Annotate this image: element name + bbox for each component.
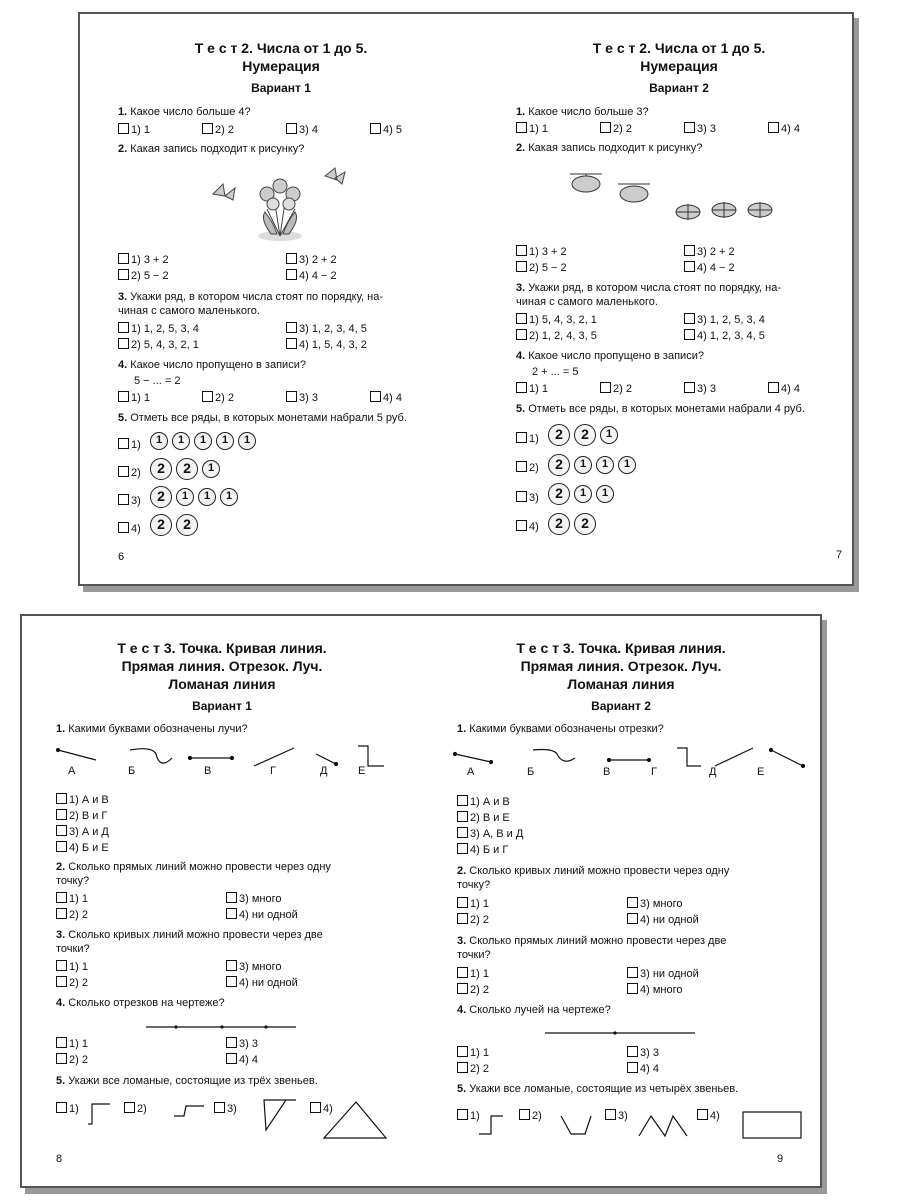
coin-2-rub: 2 bbox=[176, 458, 198, 480]
option-checkbox[interactable]: 2) 2 bbox=[56, 976, 88, 990]
page-number: 6 bbox=[118, 551, 125, 563]
option-checkbox[interactable]: 2) 2 bbox=[56, 908, 88, 922]
page-7 bbox=[466, 14, 852, 584]
option-checkbox[interactable]: 1) А и В bbox=[457, 795, 510, 809]
coin-1-rub: 1 bbox=[618, 456, 636, 474]
option-checkbox[interactable]: 1) 1 bbox=[56, 892, 88, 906]
option-checkbox[interactable]: 4) много bbox=[627, 983, 682, 997]
option-checkbox[interactable]: 4) 4 bbox=[768, 122, 800, 136]
option-checkbox[interactable]: 1) 1 bbox=[118, 123, 150, 137]
coin-2-rub: 2 bbox=[574, 513, 596, 535]
option-checkbox[interactable]: 1) 1 bbox=[56, 960, 88, 974]
option-checkbox[interactable]: 4) 4 − 2 bbox=[286, 269, 337, 283]
option-checkbox[interactable]: 1) 1, 2, 5, 3, 4 bbox=[118, 322, 199, 336]
page-title-line-2: Прямая линия. Отрезок. Луч. bbox=[520, 658, 722, 674]
question-4: 4. Сколько отрезков на чертеже? bbox=[56, 997, 225, 1009]
helicopters-airplanes-illustration bbox=[566, 162, 786, 232]
option-checkbox[interactable]: 1) bbox=[457, 1109, 480, 1123]
option-checkbox[interactable]: 4) 1, 5, 4, 3, 2 bbox=[286, 338, 367, 352]
option-checkbox[interactable]: 1) 3 + 2 bbox=[516, 245, 567, 259]
question-3: 3. Сколько кривых линий можно провести через две bbox=[56, 929, 323, 941]
letter-label: Б bbox=[128, 765, 136, 777]
option-checkbox[interactable]: 1) 1 bbox=[457, 897, 489, 911]
option-checkbox[interactable]: 1) 1 bbox=[56, 1037, 88, 1051]
coin-1-rub: 1 bbox=[574, 485, 592, 503]
letter-label: Г bbox=[270, 765, 276, 777]
page-title-line-2: Прямая линия. Отрезок. Луч. bbox=[121, 658, 323, 674]
coin-1-rub: 1 bbox=[216, 432, 234, 450]
variant-label: Вариант 2 bbox=[649, 81, 709, 95]
option-checkbox[interactable]: 2) bbox=[118, 466, 141, 480]
option-checkbox[interactable]: 1) bbox=[118, 438, 141, 452]
letter-label: А bbox=[68, 765, 76, 777]
option-checkbox[interactable]: 3) bbox=[214, 1102, 237, 1116]
option-checkbox[interactable]: 1) А и В bbox=[56, 793, 109, 807]
option-checkbox[interactable]: 3) bbox=[118, 494, 141, 508]
option-checkbox[interactable]: 2) 2 bbox=[202, 123, 234, 137]
coin-1-rub: 1 bbox=[172, 432, 190, 450]
question-1: 1. Какое число больше 4? bbox=[118, 106, 251, 118]
coin-2-rub: 2 bbox=[176, 514, 198, 536]
coin-2-rub: 2 bbox=[150, 458, 172, 480]
option-checkbox[interactable]: 1) bbox=[56, 1102, 79, 1116]
option-checkbox[interactable]: 1) 1 bbox=[118, 391, 150, 405]
coin-1-rub: 1 bbox=[194, 432, 212, 450]
page-subtitle: Нумерация bbox=[640, 58, 718, 74]
option-checkbox[interactable]: 4) ни одной bbox=[226, 976, 298, 990]
question-2: 2. Сколько кривых линий можно провести через одну bbox=[457, 865, 730, 877]
question-5: 5. Отметь все ряды, в которых монетами набрали 5 руб. bbox=[118, 412, 407, 424]
option-checkbox[interactable]: 2) В и Г bbox=[56, 809, 107, 823]
page-title: Т е с т 2. Числа от 1 до 5. bbox=[592, 40, 766, 56]
option-checkbox[interactable]: 3) много bbox=[226, 960, 281, 974]
option-checkbox[interactable]: 3) 2 + 2 bbox=[286, 253, 337, 267]
flowers-butterflies-illustration bbox=[205, 164, 355, 244]
coin-2-rub: 2 bbox=[574, 424, 596, 446]
coin-1-rub: 1 bbox=[238, 432, 256, 450]
question-1: 1. Какими буквами обозначены отрезки? bbox=[457, 723, 664, 735]
question-1: 1. Какими буквами обозначены лучи? bbox=[56, 723, 248, 735]
option-checkbox[interactable]: 2) 2 bbox=[457, 1062, 489, 1076]
coin-1-rub: 1 bbox=[150, 432, 168, 450]
segments-rays-drawing bbox=[453, 746, 793, 786]
option-checkbox[interactable]: 2) bbox=[519, 1109, 542, 1123]
expression: 2 + ... = 5 bbox=[532, 366, 579, 378]
coin-2-rub: 2 bbox=[548, 424, 570, 446]
option-checkbox[interactable]: 3) 4 bbox=[286, 123, 318, 137]
option-checkbox[interactable]: 4) bbox=[516, 520, 539, 534]
option-checkbox[interactable]: 1) 1 bbox=[516, 382, 548, 396]
option-checkbox[interactable]: 3) 3 bbox=[684, 382, 716, 396]
option-checkbox[interactable]: 4) Б и Е bbox=[56, 841, 109, 855]
option-checkbox[interactable]: 2) 2 bbox=[457, 913, 489, 927]
option-checkbox[interactable]: 1) 1 bbox=[516, 122, 548, 136]
option-checkbox[interactable]: 4) bbox=[697, 1109, 720, 1123]
option-checkbox[interactable]: 2) 2 bbox=[600, 122, 632, 136]
option-checkbox[interactable]: 2) В и Е bbox=[457, 811, 510, 825]
option-checkbox[interactable]: 2) 5 − 2 bbox=[516, 261, 567, 275]
coin-1-rub: 1 bbox=[176, 488, 194, 506]
option-checkbox[interactable]: 3) 3 bbox=[627, 1046, 659, 1060]
question-3: 3. Укажи ряд, в котором числа стоят по порядку, на- bbox=[516, 282, 781, 294]
page-title: Т е с т 2. Числа от 1 до 5. bbox=[194, 40, 368, 56]
question-4: 4. Какое число пропущено в записи? bbox=[118, 359, 306, 371]
page-title-line-3: Ломаная линия bbox=[567, 676, 675, 692]
option-checkbox[interactable]: 4) 4 bbox=[627, 1062, 659, 1076]
option-checkbox[interactable]: 4) 4 bbox=[768, 382, 800, 396]
question-5: 5. Укажи все ломаные, состоящие из четырёх звеньев. bbox=[457, 1083, 739, 1095]
question-3-cont: чиная с самого маленького. bbox=[516, 296, 658, 308]
option-checkbox[interactable]: 4) 4 bbox=[370, 391, 402, 405]
coin-2-rub: 2 bbox=[548, 454, 570, 476]
letter-label: Г bbox=[651, 766, 657, 778]
question-2-cont: точку? bbox=[457, 879, 491, 891]
option-checkbox[interactable]: 2) 1, 2, 4, 3, 5 bbox=[516, 329, 597, 343]
option-checkbox[interactable]: 2) 5 − 2 bbox=[118, 269, 169, 283]
letter-label: В bbox=[603, 766, 611, 778]
rays-drawing bbox=[541, 1028, 701, 1038]
variant-label: Вариант 1 bbox=[192, 699, 252, 713]
coin-1-rub: 1 bbox=[198, 488, 216, 506]
option-checkbox[interactable]: 2) bbox=[516, 461, 539, 475]
page-number: 7 bbox=[836, 549, 843, 561]
question-2-cont: точку? bbox=[56, 875, 90, 887]
question-3-cont: точки? bbox=[457, 949, 491, 961]
option-checkbox[interactable]: 4) ни одной bbox=[627, 913, 699, 927]
polylines-drawing bbox=[451, 1104, 821, 1144]
option-checkbox[interactable]: 3) bbox=[605, 1109, 628, 1123]
coin-1-rub: 1 bbox=[220, 488, 238, 506]
page-number: 8 bbox=[56, 1153, 63, 1165]
rays-lines-drawing bbox=[52, 744, 392, 784]
coin-1-rub: 1 bbox=[202, 460, 220, 478]
option-checkbox[interactable]: 1) 5, 4, 3, 2, 1 bbox=[516, 313, 597, 327]
coin-2-rub: 2 bbox=[548, 513, 570, 535]
option-checkbox[interactable]: 1) 1 bbox=[457, 967, 489, 981]
option-checkbox[interactable]: 4) 4 − 2 bbox=[684, 261, 735, 275]
option-checkbox[interactable]: 4) 1, 2, 3, 4, 5 bbox=[684, 329, 765, 343]
coin-1-rub: 1 bbox=[574, 456, 592, 474]
question-2: 2. Какая запись подходит к рисунку? bbox=[118, 143, 305, 155]
letter-label: А bbox=[467, 766, 475, 778]
page-title: Т е с т 3. Точка. Кривая линия. bbox=[516, 640, 726, 656]
option-checkbox[interactable]: 4) ни одной bbox=[226, 908, 298, 922]
question-5: 5. Укажи все ломаные, состоящие из трёх звеньев. bbox=[56, 1075, 318, 1087]
letter-label: Д bbox=[709, 766, 717, 778]
option-checkbox[interactable]: 2) 2 bbox=[202, 391, 234, 405]
option-checkbox[interactable]: 2) 2 bbox=[56, 1053, 88, 1067]
option-checkbox[interactable]: 4) 5 bbox=[370, 123, 402, 137]
option-checkbox[interactable]: 3) А и Д bbox=[56, 825, 109, 839]
coin-2-rub: 2 bbox=[548, 483, 570, 505]
letter-label: Е bbox=[757, 766, 765, 778]
question-3-cont: чиная с самого маленького. bbox=[118, 305, 260, 317]
option-checkbox[interactable]: 1) bbox=[516, 432, 539, 446]
option-checkbox[interactable]: 3) 3 bbox=[226, 1037, 258, 1051]
page-title-line-3: Ломаная линия bbox=[168, 676, 276, 692]
option-checkbox[interactable]: 1) 1 bbox=[457, 1046, 489, 1060]
variant-label: Вариант 1 bbox=[251, 81, 311, 95]
option-checkbox[interactable]: 4) bbox=[118, 522, 141, 536]
option-checkbox[interactable]: 3) много bbox=[627, 897, 682, 911]
question-4: 4. Какое число пропущено в записи? bbox=[516, 350, 704, 362]
spread-test-2 bbox=[78, 12, 854, 586]
variant-label: Вариант 2 bbox=[591, 699, 651, 713]
expression: 5 − ... = 2 bbox=[134, 375, 181, 387]
letter-label: Е bbox=[358, 765, 366, 777]
option-checkbox[interactable]: 3) ни одной bbox=[627, 967, 699, 981]
letter-label: Д bbox=[320, 765, 328, 777]
page-8 bbox=[22, 616, 421, 1186]
question-2: 2. Какая запись подходит к рисунку? bbox=[516, 142, 703, 154]
option-checkbox[interactable]: 1) 3 + 2 bbox=[118, 253, 169, 267]
option-checkbox[interactable]: 3) 3 bbox=[684, 122, 716, 136]
question-3: 3. Укажи ряд, в котором числа стоят по порядку, на- bbox=[118, 291, 383, 303]
page-9 bbox=[421, 616, 820, 1186]
option-checkbox[interactable]: 3) bbox=[516, 491, 539, 505]
coin-1-rub: 1 bbox=[596, 456, 614, 474]
option-checkbox[interactable]: 4) bbox=[310, 1102, 333, 1116]
option-checkbox[interactable]: 2) 2 bbox=[457, 983, 489, 997]
option-checkbox[interactable]: 3) А, В и Д bbox=[457, 827, 523, 841]
option-checkbox[interactable]: 3) 3 bbox=[286, 391, 318, 405]
page-number: 9 bbox=[777, 1153, 784, 1165]
option-checkbox[interactable]: 3) 1, 2, 5, 3, 4 bbox=[684, 313, 765, 327]
coin-2-rub: 2 bbox=[150, 486, 172, 508]
letter-label: Б bbox=[527, 766, 535, 778]
question-3: 3. Сколько прямых линий можно провести через две bbox=[457, 935, 727, 947]
option-checkbox[interactable]: 3) много bbox=[226, 892, 281, 906]
question-5: 5. Отметь все ряды, в которых монетами набрали 4 руб. bbox=[516, 403, 805, 415]
polylines-drawing bbox=[52, 1094, 412, 1144]
spread-test-3 bbox=[20, 614, 822, 1188]
question-4: 4. Сколько лучей на чертеже? bbox=[457, 1004, 611, 1016]
option-checkbox[interactable]: 2) 2 bbox=[600, 382, 632, 396]
option-checkbox[interactable]: 4) 4 bbox=[226, 1053, 258, 1067]
page-title: Т е с т 3. Точка. Кривая линия. bbox=[117, 640, 327, 656]
option-checkbox[interactable]: 3) 1, 2, 3, 4, 5 bbox=[286, 322, 367, 336]
option-checkbox[interactable]: 4) Б и Г bbox=[457, 843, 508, 857]
option-checkbox[interactable]: 2) 5, 4, 3, 2, 1 bbox=[118, 338, 199, 352]
option-checkbox[interactable]: 3) 2 + 2 bbox=[684, 245, 735, 259]
question-1: 1. Какое число больше 3? bbox=[516, 106, 649, 118]
segments-drawing bbox=[142, 1022, 302, 1032]
letter-label: В bbox=[204, 765, 212, 777]
coin-1-rub: 1 bbox=[600, 426, 618, 444]
question-2: 2. Сколько прямых линий можно провести через одну bbox=[56, 861, 331, 873]
question-3-cont: точки? bbox=[56, 943, 90, 955]
option-checkbox[interactable]: 2) bbox=[124, 1102, 147, 1116]
coin-2-rub: 2 bbox=[150, 514, 172, 536]
page-6 bbox=[80, 14, 466, 584]
coin-1-rub: 1 bbox=[596, 485, 614, 503]
page-subtitle: Нумерация bbox=[242, 58, 320, 74]
